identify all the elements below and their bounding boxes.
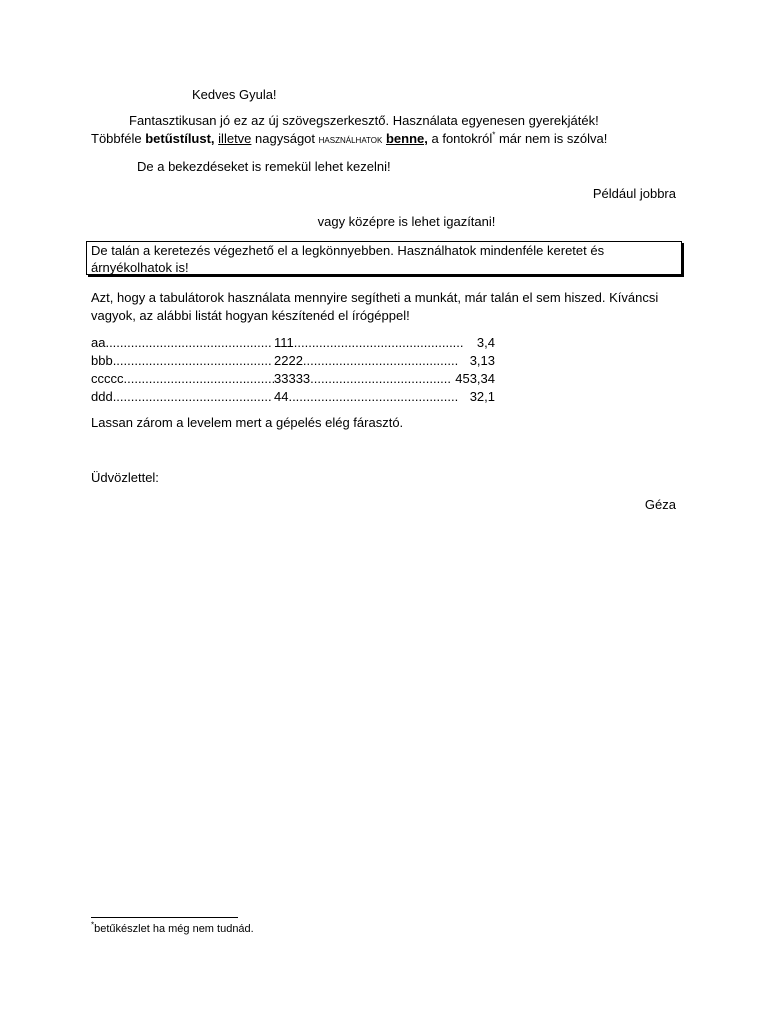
footnote-reference: * [492,130,496,140]
bold-underlined-text: benne, [385,131,428,146]
text-run: a fontokról [427,131,493,146]
smallcaps-text: használhatok [318,134,383,146]
tab-col-a: bbb............................................ [91,353,272,368]
right-aligned-paragraph: Például jobbra [592,186,676,201]
tab-row [91,388,495,406]
text-run: Többféle [91,131,146,146]
tab-col-a: ccccc.......................................... [91,371,276,386]
tab-col-c: 3,4 [476,335,495,350]
paragraph-1-line-1: Fantasztikusan jó ez az új szövegszerkesztő. Használata egyenesen gyerekjáték! [129,113,599,128]
signature: Géza [644,497,676,512]
footnote-separator [91,917,238,918]
tab-col-b: 111............................................... [274,335,464,350]
underlined-text: illetve [218,131,252,146]
framed-paragraph: De talán a keretezés végezhető el a legkönnyebben. Használhatok mindenféle keretet és árnyékolhatok is! [86,241,682,275]
paragraph-2: De a bekezdéseket is remekül lehet kezelni! [137,159,391,174]
tab-col-b: 2222........................................... [274,353,459,368]
closing: Üdvözlettel: [91,470,159,485]
footnote-text: betűkészlet ha még nem tudnád. [94,923,254,935]
paragraph-1-line-2 [91,130,607,149]
tab-col-c: 32,1 [469,389,495,404]
tab-col-b: 44............................................... [274,389,459,404]
tab-row [91,334,495,352]
tab-row [91,352,495,370]
tab-col-a: aa.............................................. [91,335,272,350]
tab-col-c: 3,13 [469,353,495,368]
text-run: már nem is szólva! [495,131,608,146]
tab-col-c: 453,34 [455,371,495,386]
centered-paragraph: vagy középre is lehet igazítani! [317,214,496,229]
paragraph-tabs: Azt, hogy a tabulátorok használata mennyire segítheti a munkát, már talán el sem hiszed. Kíváncsi vagyok, az alábbi listát hogyan készítenéd el írógéppel! [91,290,659,323]
text-run: nagyságot [251,131,319,146]
paragraph-6: Lassan zárom a levelem mert a gépelés elég fárasztó. [91,415,404,430]
tab-col-a: ddd............................................ [91,389,272,404]
footnote-mark: * [91,920,95,930]
footnote [91,922,254,936]
tab-col-b: 33333....................................... [274,371,452,386]
bold-text: betűstílust, [145,131,215,146]
tab-row [91,370,495,388]
greeting: Kedves Gyula! [192,87,277,102]
